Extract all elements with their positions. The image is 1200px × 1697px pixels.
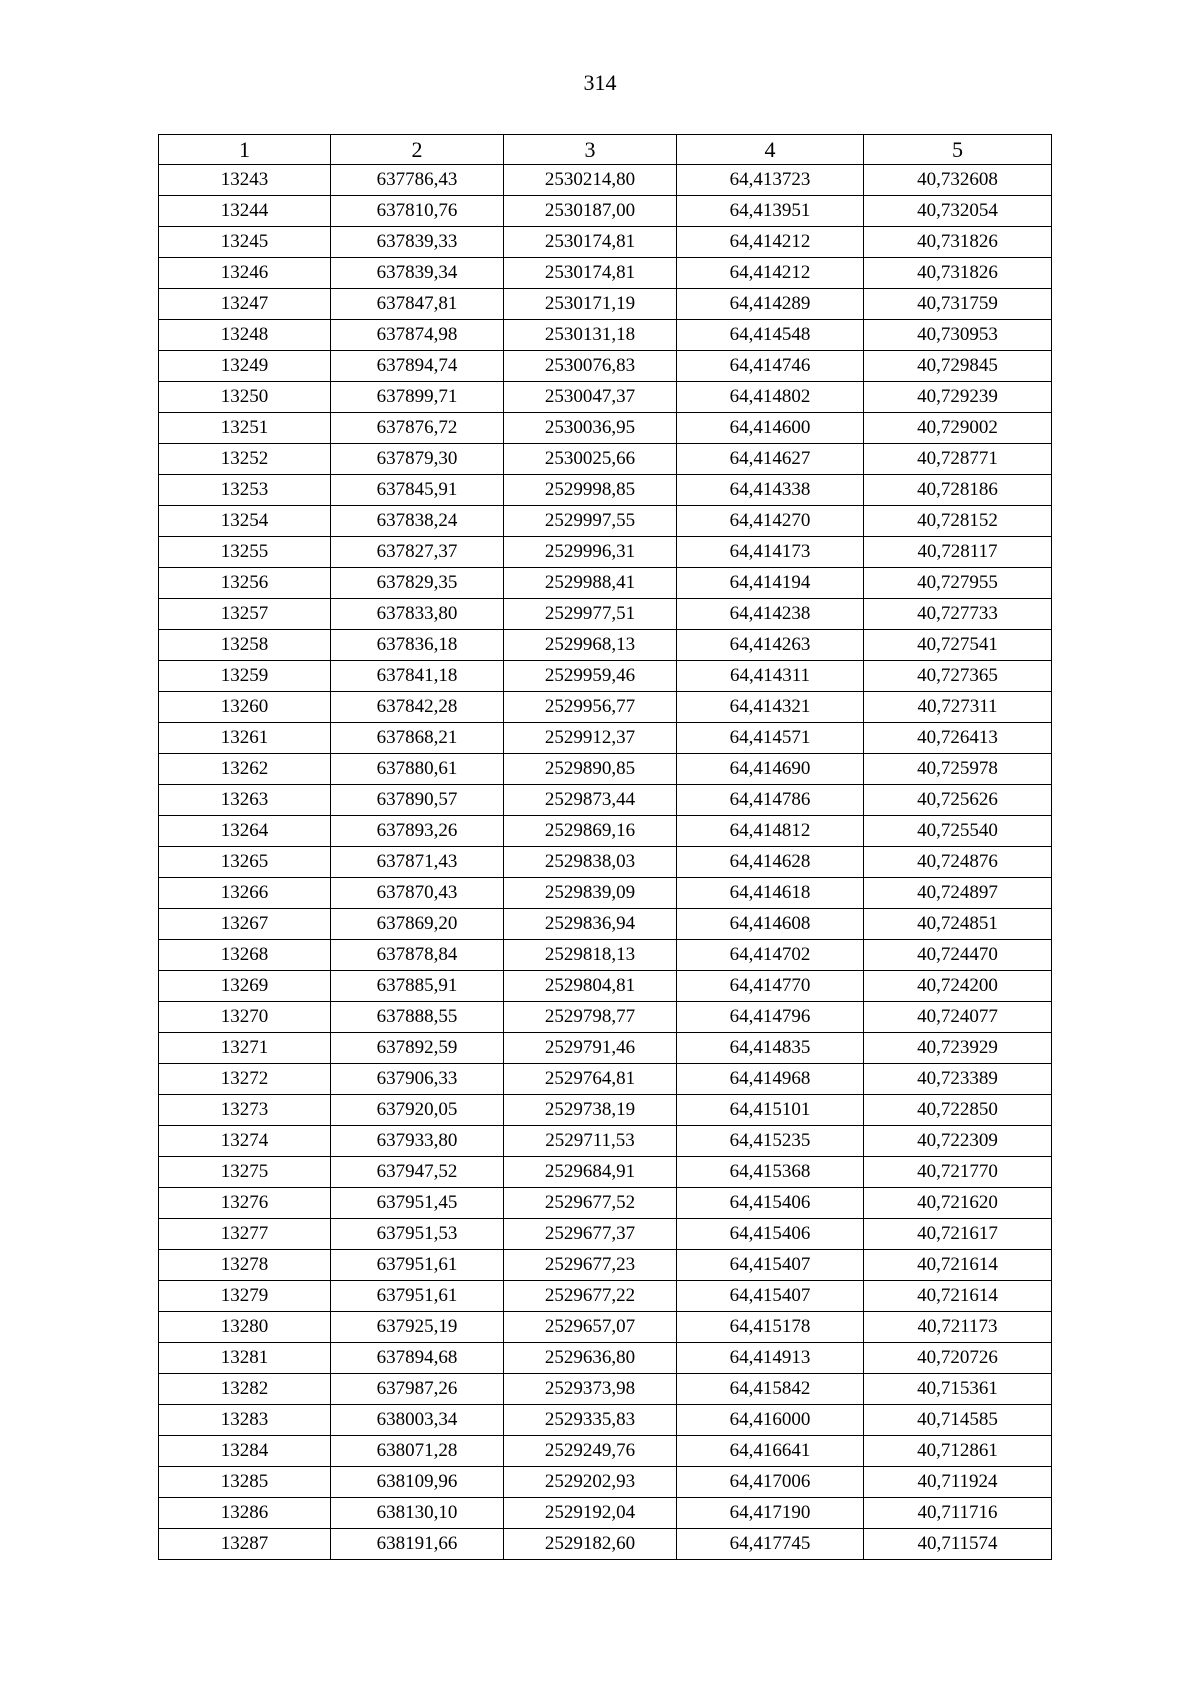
- table-cell-col-5: 40,727733: [864, 599, 1052, 630]
- table-cell-col-2: 637951,61: [331, 1250, 504, 1281]
- table-cell-col-4: 64,414608: [677, 909, 864, 940]
- table-row: [159, 196, 1052, 227]
- table-cell-col-1: 13287: [159, 1529, 331, 1560]
- table-cell-col-1: 13264: [159, 816, 331, 847]
- table-cell-col-5: 40,711924: [864, 1467, 1052, 1498]
- table-cell-col-3: 2529890,85: [504, 754, 677, 785]
- table-cell-col-1: 13248: [159, 320, 331, 351]
- table-cell-col-2: 637880,61: [331, 754, 504, 785]
- table-cell-col-4: 64,417006: [677, 1467, 864, 1498]
- table-cell-col-2: 638130,10: [331, 1498, 504, 1529]
- table-cell-col-2: 637847,81: [331, 289, 504, 320]
- table-cell-col-3: 2529839,09: [504, 878, 677, 909]
- table-cell-col-4: 64,416641: [677, 1436, 864, 1467]
- table-cell-col-5: 40,722309: [864, 1126, 1052, 1157]
- table-cell-col-5: 40,711716: [864, 1498, 1052, 1529]
- table-cell-col-5: 40,728771: [864, 444, 1052, 475]
- table-row: [159, 165, 1052, 196]
- table-cell-col-4: 64,414968: [677, 1064, 864, 1095]
- table-cell-col-2: 637868,21: [331, 723, 504, 754]
- table-cell-col-2: 637833,80: [331, 599, 504, 630]
- table-cell-col-5: 40,724077: [864, 1002, 1052, 1033]
- table-cell-col-4: 64,414321: [677, 692, 864, 723]
- column-header-3: 3: [504, 135, 677, 165]
- table-cell-col-3: 2530174,81: [504, 258, 677, 289]
- table-row: [159, 413, 1052, 444]
- table-cell-col-4: 64,414571: [677, 723, 864, 754]
- table-cell-col-4: 64,414746: [677, 351, 864, 382]
- table-row: [159, 1467, 1052, 1498]
- table-cell-col-1: 13281: [159, 1343, 331, 1374]
- table-cell-col-1: 13274: [159, 1126, 331, 1157]
- table-cell-col-2: 637879,30: [331, 444, 504, 475]
- table-cell-col-5: 40,724851: [864, 909, 1052, 940]
- table-cell-col-5: 40,721173: [864, 1312, 1052, 1343]
- table-row: [159, 351, 1052, 382]
- column-header-5: 5: [864, 135, 1052, 165]
- table-cell-col-4: 64,414786: [677, 785, 864, 816]
- table-cell-col-3: 2529869,16: [504, 816, 677, 847]
- table-cell-col-4: 64,416000: [677, 1405, 864, 1436]
- table-cell-col-1: 13283: [159, 1405, 331, 1436]
- table-cell-col-1: 13270: [159, 1002, 331, 1033]
- table-cell-col-3: 2529684,91: [504, 1157, 677, 1188]
- table-cell-col-3: 2529804,81: [504, 971, 677, 1002]
- table-cell-col-5: 40,724876: [864, 847, 1052, 878]
- table-row: [159, 847, 1052, 878]
- table-row: [159, 1405, 1052, 1436]
- table-row: [159, 227, 1052, 258]
- table-row: [159, 630, 1052, 661]
- table-row: [159, 816, 1052, 847]
- table-row: [159, 258, 1052, 289]
- table-cell-col-2: 637987,26: [331, 1374, 504, 1405]
- table-cell-col-5: 40,729002: [864, 413, 1052, 444]
- table-cell-col-1: 13257: [159, 599, 331, 630]
- table-cell-col-1: 13245: [159, 227, 331, 258]
- table-cell-col-4: 64,417190: [677, 1498, 864, 1529]
- table-cell-col-3: 2529738,19: [504, 1095, 677, 1126]
- table-row: [159, 909, 1052, 940]
- table-row: [159, 940, 1052, 971]
- table-cell-col-2: 637933,80: [331, 1126, 504, 1157]
- table-cell-col-1: 13263: [159, 785, 331, 816]
- table-row: [159, 878, 1052, 909]
- table-cell-col-5: 40,727365: [864, 661, 1052, 692]
- table-cell-col-3: 2529997,55: [504, 506, 677, 537]
- table-cell-col-3: 2530214,80: [504, 165, 677, 196]
- page-number: 314: [583, 70, 617, 95]
- table-cell-col-5: 40,730953: [864, 320, 1052, 351]
- table-cell-col-2: 637870,43: [331, 878, 504, 909]
- table-cell-col-2: 638071,28: [331, 1436, 504, 1467]
- table-header: [159, 135, 1052, 165]
- table-cell-col-2: 637893,26: [331, 816, 504, 847]
- table-cell-col-3: 2530047,37: [504, 382, 677, 413]
- table-cell-col-4: 64,414770: [677, 971, 864, 1002]
- table-cell-col-2: 637786,43: [331, 165, 504, 196]
- table-cell-col-2: 637925,19: [331, 1312, 504, 1343]
- table-cell-col-1: 13278: [159, 1250, 331, 1281]
- table-cell-col-1: 13262: [159, 754, 331, 785]
- table-cell-col-3: 2529711,53: [504, 1126, 677, 1157]
- table-cell-col-5: 40,721770: [864, 1157, 1052, 1188]
- table-cell-col-4: 64,415842: [677, 1374, 864, 1405]
- table-row: [159, 1312, 1052, 1343]
- table-cell-col-2: 637829,35: [331, 568, 504, 599]
- table-cell-col-1: 13266: [159, 878, 331, 909]
- table-cell-col-1: 13254: [159, 506, 331, 537]
- table-cell-col-3: 2529988,41: [504, 568, 677, 599]
- table-cell-col-5: 40,727541: [864, 630, 1052, 661]
- table-cell-col-4: 64,414702: [677, 940, 864, 971]
- table-cell-col-5: 40,732054: [864, 196, 1052, 227]
- column-header-4: 4: [677, 135, 864, 165]
- table-cell-col-2: 637885,91: [331, 971, 504, 1002]
- table-row: [159, 1498, 1052, 1529]
- table-cell-col-4: 64,414812: [677, 816, 864, 847]
- table-row: [159, 692, 1052, 723]
- table-row: [159, 475, 1052, 506]
- table-row: [159, 1126, 1052, 1157]
- table-cell-col-3: 2529912,37: [504, 723, 677, 754]
- table-body: [159, 165, 1052, 1560]
- table-cell-col-5: 40,724470: [864, 940, 1052, 971]
- table-cell-col-3: 2529192,04: [504, 1498, 677, 1529]
- table-cell-col-3: 2529677,23: [504, 1250, 677, 1281]
- table-row: [159, 1529, 1052, 1560]
- table-cell-col-2: 637951,53: [331, 1219, 504, 1250]
- table-cell-col-2: 637878,84: [331, 940, 504, 971]
- table-cell-col-4: 64,414212: [677, 227, 864, 258]
- table-cell-col-5: 40,728186: [864, 475, 1052, 506]
- table-cell-col-3: 2529764,81: [504, 1064, 677, 1095]
- table-cell-col-1: 13284: [159, 1436, 331, 1467]
- table-cell-col-4: 64,414311: [677, 661, 864, 692]
- table-cell-col-4: 64,414628: [677, 847, 864, 878]
- table-cell-col-2: 638109,96: [331, 1467, 504, 1498]
- table-row: [159, 599, 1052, 630]
- table-cell-col-4: 64,413951: [677, 196, 864, 227]
- table-cell-col-4: 64,414548: [677, 320, 864, 351]
- table-cell-col-5: 40,724897: [864, 878, 1052, 909]
- table-cell-col-1: 13279: [159, 1281, 331, 1312]
- table-cell-col-4: 64,413723: [677, 165, 864, 196]
- table-cell-col-3: 2529373,98: [504, 1374, 677, 1405]
- table-cell-col-5: 40,722850: [864, 1095, 1052, 1126]
- table-row: [159, 289, 1052, 320]
- table-cell-col-1: 13280: [159, 1312, 331, 1343]
- table-cell-col-4: 64,415406: [677, 1219, 864, 1250]
- table-cell-col-5: 40,725540: [864, 816, 1052, 847]
- table-cell-col-5: 40,711574: [864, 1529, 1052, 1560]
- table-cell-col-1: 13249: [159, 351, 331, 382]
- table-cell-col-2: 637874,98: [331, 320, 504, 351]
- table-cell-col-1: 13273: [159, 1095, 331, 1126]
- table-cell-col-2: 637906,33: [331, 1064, 504, 1095]
- table-row: [159, 1002, 1052, 1033]
- table-cell-col-5: 40,731759: [864, 289, 1052, 320]
- table-cell-col-4: 64,415178: [677, 1312, 864, 1343]
- table-cell-col-4: 64,415368: [677, 1157, 864, 1188]
- table-cell-col-4: 64,415407: [677, 1281, 864, 1312]
- table-cell-col-2: 637842,28: [331, 692, 504, 723]
- table-cell-col-1: 13276: [159, 1188, 331, 1219]
- table-cell-col-3: 2529202,93: [504, 1467, 677, 1498]
- table-cell-col-1: 13261: [159, 723, 331, 754]
- table-cell-col-5: 40,721614: [864, 1250, 1052, 1281]
- table-row: [159, 1343, 1052, 1374]
- table-cell-col-2: 637827,37: [331, 537, 504, 568]
- table-cell-col-4: 64,414212: [677, 258, 864, 289]
- table-cell-col-5: 40,731826: [864, 227, 1052, 258]
- table-cell-col-5: 40,727311: [864, 692, 1052, 723]
- table-cell-col-2: 637890,57: [331, 785, 504, 816]
- table-cell-col-5: 40,712861: [864, 1436, 1052, 1467]
- table-cell-col-2: 637951,45: [331, 1188, 504, 1219]
- table-cell-col-1: 13282: [159, 1374, 331, 1405]
- table-cell-col-1: 13271: [159, 1033, 331, 1064]
- table-cell-col-2: 638191,66: [331, 1529, 504, 1560]
- table-cell-col-3: 2530076,83: [504, 351, 677, 382]
- table-row: [159, 1157, 1052, 1188]
- table-cell-col-5: 40,714585: [864, 1405, 1052, 1436]
- table-cell-col-2: 637838,24: [331, 506, 504, 537]
- table-cell-col-1: 13247: [159, 289, 331, 320]
- table-cell-col-2: 637845,91: [331, 475, 504, 506]
- table-cell-col-1: 13243: [159, 165, 331, 196]
- table-cell-col-2: 637888,55: [331, 1002, 504, 1033]
- table-cell-col-2: 637841,18: [331, 661, 504, 692]
- table-cell-col-5: 40,723929: [864, 1033, 1052, 1064]
- table-cell-col-5: 40,726413: [864, 723, 1052, 754]
- table-cell-col-5: 40,715361: [864, 1374, 1052, 1405]
- table-cell-col-4: 64,414796: [677, 1002, 864, 1033]
- table-cell-col-2: 637810,76: [331, 196, 504, 227]
- table-row: [159, 1374, 1052, 1405]
- table-cell-col-3: 2529636,80: [504, 1343, 677, 1374]
- table-cell-col-5: 40,725978: [864, 754, 1052, 785]
- table-cell-col-2: 637947,52: [331, 1157, 504, 1188]
- table-row: [159, 1436, 1052, 1467]
- table-cell-col-4: 64,414600: [677, 413, 864, 444]
- table-cell-col-1: 13253: [159, 475, 331, 506]
- table-cell-col-3: 2529798,77: [504, 1002, 677, 1033]
- table-cell-col-1: 13259: [159, 661, 331, 692]
- table-cell-col-3: 2530187,00: [504, 196, 677, 227]
- table-row: [159, 723, 1052, 754]
- table-cell-col-4: 64,414238: [677, 599, 864, 630]
- table-cell-col-1: 13252: [159, 444, 331, 475]
- header-row: [159, 135, 1052, 165]
- table-cell-col-4: 64,414618: [677, 878, 864, 909]
- table-cell-col-5: 40,728152: [864, 506, 1052, 537]
- table-cell-col-3: 2529818,13: [504, 940, 677, 971]
- table-cell-col-2: 638003,34: [331, 1405, 504, 1436]
- table-cell-col-4: 64,414173: [677, 537, 864, 568]
- table-cell-col-1: 13244: [159, 196, 331, 227]
- table-cell-col-3: 2529677,22: [504, 1281, 677, 1312]
- table-row: [159, 1219, 1052, 1250]
- table-cell-col-4: 64,414802: [677, 382, 864, 413]
- column-header-1: 1: [159, 135, 331, 165]
- table-cell-col-2: 637894,74: [331, 351, 504, 382]
- table-cell-col-3: 2529838,03: [504, 847, 677, 878]
- table-cell-col-5: 40,721617: [864, 1219, 1052, 1250]
- table-cell-col-5: 40,732608: [864, 165, 1052, 196]
- table-cell-col-5: 40,720726: [864, 1343, 1052, 1374]
- table-cell-col-4: 64,414627: [677, 444, 864, 475]
- table-cell-col-4: 64,414289: [677, 289, 864, 320]
- table-cell-col-3: 2529791,46: [504, 1033, 677, 1064]
- table-cell-col-1: 13265: [159, 847, 331, 878]
- table-cell-col-5: 40,721620: [864, 1188, 1052, 1219]
- table-cell-col-5: 40,724200: [864, 971, 1052, 1002]
- coordinates-table: [158, 134, 1052, 1560]
- table-cell-col-2: 637876,72: [331, 413, 504, 444]
- table-cell-col-3: 2529968,13: [504, 630, 677, 661]
- table-cell-col-5: 40,727955: [864, 568, 1052, 599]
- table-row: [159, 382, 1052, 413]
- table-cell-col-2: 637892,59: [331, 1033, 504, 1064]
- table-cell-col-1: 13277: [159, 1219, 331, 1250]
- table-cell-col-1: 13256: [159, 568, 331, 599]
- table-cell-col-4: 64,414913: [677, 1343, 864, 1374]
- table-cell-col-1: 13286: [159, 1498, 331, 1529]
- table-cell-col-4: 64,415235: [677, 1126, 864, 1157]
- table-cell-col-3: 2529959,46: [504, 661, 677, 692]
- table-row: [159, 506, 1052, 537]
- table-row: [159, 1188, 1052, 1219]
- table-cell-col-5: 40,721614: [864, 1281, 1052, 1312]
- table-cell-col-4: 64,414270: [677, 506, 864, 537]
- table-cell-col-3: 2529836,94: [504, 909, 677, 940]
- table-cell-col-3: 2529996,31: [504, 537, 677, 568]
- table-cell-col-1: 13267: [159, 909, 331, 940]
- table-cell-col-1: 13275: [159, 1157, 331, 1188]
- table-cell-col-4: 64,414835: [677, 1033, 864, 1064]
- table-cell-col-3: 2530171,19: [504, 289, 677, 320]
- table-cell-col-3: 2529677,37: [504, 1219, 677, 1250]
- table-row: [159, 320, 1052, 351]
- table-row: [159, 754, 1052, 785]
- table-cell-col-3: 2530131,18: [504, 320, 677, 351]
- table-cell-col-1: 13272: [159, 1064, 331, 1095]
- table-cell-col-5: 40,729845: [864, 351, 1052, 382]
- table-row: [159, 537, 1052, 568]
- table-cell-col-4: 64,415406: [677, 1188, 864, 1219]
- table-cell-col-5: 40,723389: [864, 1064, 1052, 1095]
- table-cell-col-4: 64,414690: [677, 754, 864, 785]
- table-cell-col-3: 2529977,51: [504, 599, 677, 630]
- table-cell-col-2: 637871,43: [331, 847, 504, 878]
- table-cell-col-2: 637920,05: [331, 1095, 504, 1126]
- table-cell-col-3: 2529249,76: [504, 1436, 677, 1467]
- table-row: [159, 1064, 1052, 1095]
- table-row: [159, 971, 1052, 1002]
- table-cell-col-3: 2529998,85: [504, 475, 677, 506]
- table-cell-col-2: 637894,68: [331, 1343, 504, 1374]
- table-cell-col-5: 40,725626: [864, 785, 1052, 816]
- table-row: [159, 444, 1052, 475]
- table-row: [159, 661, 1052, 692]
- table-row: [159, 1095, 1052, 1126]
- table-cell-col-4: 64,414263: [677, 630, 864, 661]
- table-cell-col-1: 13268: [159, 940, 331, 971]
- table-cell-col-4: 64,414338: [677, 475, 864, 506]
- table-cell-col-3: 2529677,52: [504, 1188, 677, 1219]
- table-cell-col-2: 637839,33: [331, 227, 504, 258]
- table-cell-col-2: 637869,20: [331, 909, 504, 940]
- table-cell-col-3: 2529182,60: [504, 1529, 677, 1560]
- table-row: [159, 568, 1052, 599]
- table-cell-col-1: 13258: [159, 630, 331, 661]
- table-row: [159, 1033, 1052, 1064]
- table-cell-col-2: 637899,71: [331, 382, 504, 413]
- table-cell-col-3: 2529873,44: [504, 785, 677, 816]
- table-row: [159, 1281, 1052, 1312]
- table-cell-col-3: 2530174,81: [504, 227, 677, 258]
- table-cell-col-2: 637836,18: [331, 630, 504, 661]
- table-cell-col-1: 13246: [159, 258, 331, 289]
- table-cell-col-3: 2530025,66: [504, 444, 677, 475]
- table-cell-col-4: 64,415407: [677, 1250, 864, 1281]
- table-cell-col-1: 13250: [159, 382, 331, 413]
- table-cell-col-2: 637951,61: [331, 1281, 504, 1312]
- table-cell-col-4: 64,415101: [677, 1095, 864, 1126]
- table-cell-col-1: 13255: [159, 537, 331, 568]
- table-cell-col-5: 40,729239: [864, 382, 1052, 413]
- table-cell-col-5: 40,728117: [864, 537, 1052, 568]
- table-cell-col-1: 13251: [159, 413, 331, 444]
- table-cell-col-3: 2530036,95: [504, 413, 677, 444]
- table-row: [159, 785, 1052, 816]
- table-cell-col-3: 2529956,77: [504, 692, 677, 723]
- table-cell-col-3: 2529335,83: [504, 1405, 677, 1436]
- table-cell-col-3: 2529657,07: [504, 1312, 677, 1343]
- table-cell-col-5: 40,731826: [864, 258, 1052, 289]
- table-cell-col-2: 637839,34: [331, 258, 504, 289]
- table-cell-col-1: 13260: [159, 692, 331, 723]
- table-cell-col-4: 64,417745: [677, 1529, 864, 1560]
- table-row: [159, 1250, 1052, 1281]
- table-cell-col-4: 64,414194: [677, 568, 864, 599]
- table-cell-col-1: 13269: [159, 971, 331, 1002]
- column-header-2: 2: [331, 135, 504, 165]
- table-cell-col-1: 13285: [159, 1467, 331, 1498]
